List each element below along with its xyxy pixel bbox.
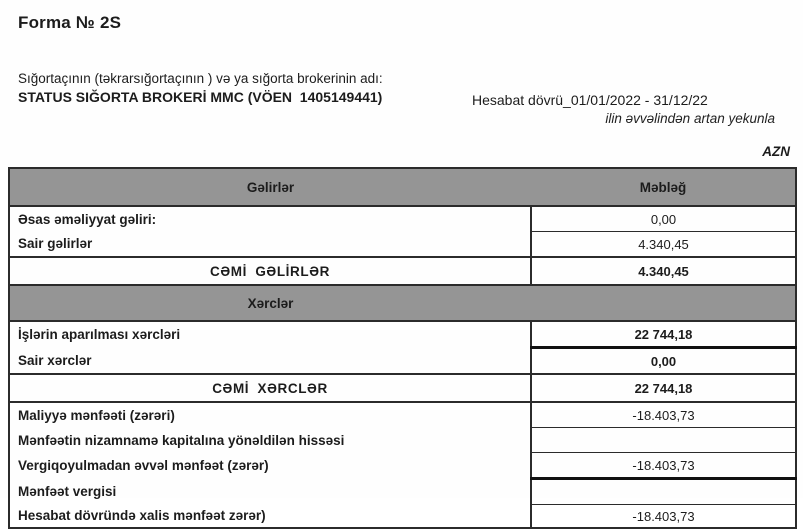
row-label: Mənfəətin nizamnamə kapitalına yönəldilən hissəsi xyxy=(18,432,345,448)
total-expense-row xyxy=(9,374,796,402)
row-value: 4.340,45 xyxy=(531,257,796,285)
table-row xyxy=(9,402,796,428)
table-row xyxy=(9,348,796,375)
total-income-row xyxy=(9,257,796,285)
income-section-header: Gəlirlər xyxy=(9,168,531,206)
row-value: 0,00 xyxy=(531,206,796,232)
row-label: CƏMİ GƏLİRLƏR xyxy=(9,257,531,285)
row-value: 22 744,18 xyxy=(531,374,796,402)
entity-name: STATUS SIĞORTA BROKERİ MMC (VÖEN 1405149441) xyxy=(18,89,383,105)
row-label: CƏMİ XƏRCLƏR xyxy=(9,374,531,402)
form-title: Forma № 2S xyxy=(18,13,122,32)
table-row xyxy=(9,428,796,453)
table-row xyxy=(9,232,796,258)
row-label: Sair xərclər xyxy=(18,352,92,368)
currency-label: AZN xyxy=(762,144,790,159)
table-row xyxy=(9,321,796,348)
row-value xyxy=(531,428,796,453)
table-row xyxy=(9,206,796,232)
expense-section-header: Xərclər xyxy=(9,285,531,321)
expense-section-header-amount-cell xyxy=(531,285,796,321)
report-period: Hesabat dövrü_01/01/2022 - 31/12/22 xyxy=(472,92,708,108)
row-label: İşlərin aparılması xərcləri xyxy=(18,327,181,343)
table-row xyxy=(9,479,796,505)
income-section-header-row xyxy=(9,168,796,206)
row-label: Vergiqoyulmadan əvvəl mənfəət (zərər) xyxy=(18,458,269,473)
row-value: 0,00 xyxy=(531,348,796,375)
accumulation-note: ilin əvvəlindən artan yekunla xyxy=(605,111,775,126)
financial-report-table xyxy=(8,167,797,529)
row-value: -18.403,73 xyxy=(531,402,796,428)
report-period-block xyxy=(472,92,775,126)
row-label: Maliyyə mənfəəti (zərəri) xyxy=(18,407,175,423)
row-label: Əsas əməliyyat gəliri: xyxy=(18,211,157,227)
row-value: -18.403,73 xyxy=(531,505,796,529)
row-label: Mənfəət vergisi xyxy=(18,484,117,499)
row-value xyxy=(531,479,796,505)
expense-section-header-row xyxy=(9,285,796,321)
row-label: Sair gəlirlər xyxy=(18,236,93,252)
row-value: 4.340,45 xyxy=(531,232,796,258)
table-row xyxy=(9,505,796,529)
entity-label: Sığortaçının (təkrarsığortaçının ) və ya sığorta brokerinin adı: xyxy=(18,71,383,86)
table-row xyxy=(9,453,796,479)
row-value: 22 744,18 xyxy=(531,321,796,348)
row-label: Hesabat dövründə xalis mənfəət zərər) xyxy=(18,508,266,524)
row-value: -18.403,73 xyxy=(531,453,796,479)
amount-column-header: Məbləğ xyxy=(531,168,796,206)
